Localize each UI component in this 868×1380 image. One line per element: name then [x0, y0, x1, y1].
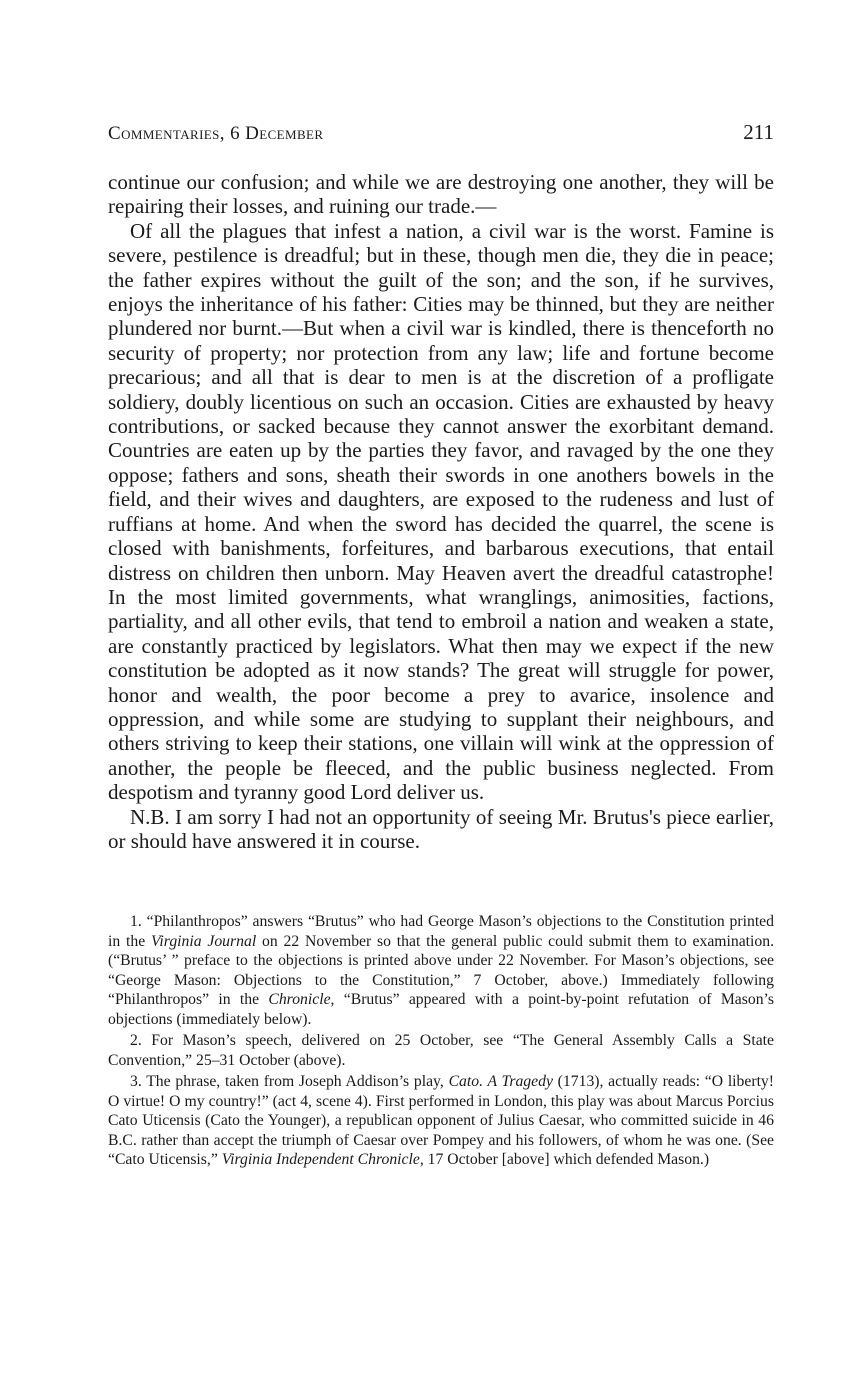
footnote-1-italic-2: Chronicle: [268, 991, 331, 1008]
footnote-3-text-a: 3. The phrase, taken from Joseph Addison’s play,: [130, 1073, 449, 1090]
footnote-3: [108, 1072, 774, 1170]
footnotes: [108, 912, 774, 1172]
paragraph-nota-bene: N.B. I am sorry I had not an opportunity of seeing Mr. Brutus's piece earlier, or should have answered it in course.: [108, 804, 774, 853]
page-number: 211: [743, 120, 774, 144]
footnote-3-text-c: , 17 October [above] which defended Mason.): [419, 1151, 710, 1168]
footnote-1-text-c: , “Brutus” appeared with a point-by-point refutation of Mason’s objections (immediately below).: [108, 991, 774, 1028]
running-head: Commentaries, 6 December: [108, 123, 324, 144]
footnote-1-italic-1: Virginia Journal: [151, 932, 257, 950]
footnote-1: [108, 912, 774, 1029]
paragraph-continuation: continue our confusion; and while we are destroying one another, they will be repairing their losses, and ruining our trade.—: [108, 170, 774, 219]
main-text: [108, 170, 774, 853]
paragraph-civil-war: Of all the plagues that infest a nation, a civil war is the worst. Famine is severe, pestilence is dreadful; but in these, though men die, they die in peace; the father expires without the guilt of the son; and the son, if he survives, enjoys the inheritance of his father: Cities may be thinned, but they are neither plundered nor burnt.—But when a civil war is kindled, there is thenceforth no security of property; nor protection from any law; life and fortune become precarious; and all that is dear to men is at the discretion of a profligate soldiery, doubly licentious on such an occasion. Cities are exhausted by heavy contributions, or sacked because they cannot answer the exorbitant demand. Countries are eaten up by the parties they favor, and ravaged by the one they oppose; fathers and sons, sheath their swords in one anothers bowels in the field, and their wives and daughters, are exposed to the rudeness and lust of ruffians at home. And when the sword has decided the quarrel, the scene is closed with banishments, forfeitures, and barbarous executions, that entail distress on children then unborn. May Heaven avert the dreadful catastrophe! In the most limited governments, what wranglings, animosities, factions, partiality, and all other evils, that tend to embroil a nation and weaken a state, are constantly practiced by legislators. What then may we expect if the new constitution be adopted as it now stands? The great will struggle for power, honor and wealth, the poor become a prey to avarice, insolence and oppression, and while some are studying to supplant their neighbours, and others striving to keep their stations, one villain will wink at the oppression of another, the people be fleeced, and the public business neglected. From despotism and tyranny good Lord deliver us.: [108, 218, 774, 805]
footnote-1-text-b: on 22 November so that the general public could submit them to examination. (“Brutus’ ” preface to the objections is printed above under 22 November. For Mason’s objections, see “George Mason: Objections to the Constitution,” 7 October, above.) Immediately following “Philanthropos” in the: [108, 932, 774, 1008]
footnote-1-text-a: 1. “Philanthropos” answers “Brutus” who had George Mason’s objections to the Constitution printed in the: [108, 913, 774, 950]
page-header: [108, 120, 774, 145]
footnote-2: 2. For Mason’s speech, delivered on 25 October, see “The General Assembly Calls a State Convention,” 25–31 October (above).: [108, 1032, 774, 1069]
footnote-3-italic-1: Cato. A Tragedy: [448, 1073, 553, 1090]
footnote-3-text-b: (1713), actually reads: “O liberty! O virtue! O my country!” (act 4, scene 4). First performed in London, this play was about Marcus Porcius Cato Uticensis (Cato the Younger), a republican opponent of Julius Caesar, who committed suicide in 46 B.C. rather than accept the triumph of Caesar over Pompey and his followers, of whom he was one. (See “Cato Uticensis,”: [108, 1073, 774, 1168]
footnote-3-italic-2: Virginia Independent Chronicle: [221, 1151, 420, 1168]
